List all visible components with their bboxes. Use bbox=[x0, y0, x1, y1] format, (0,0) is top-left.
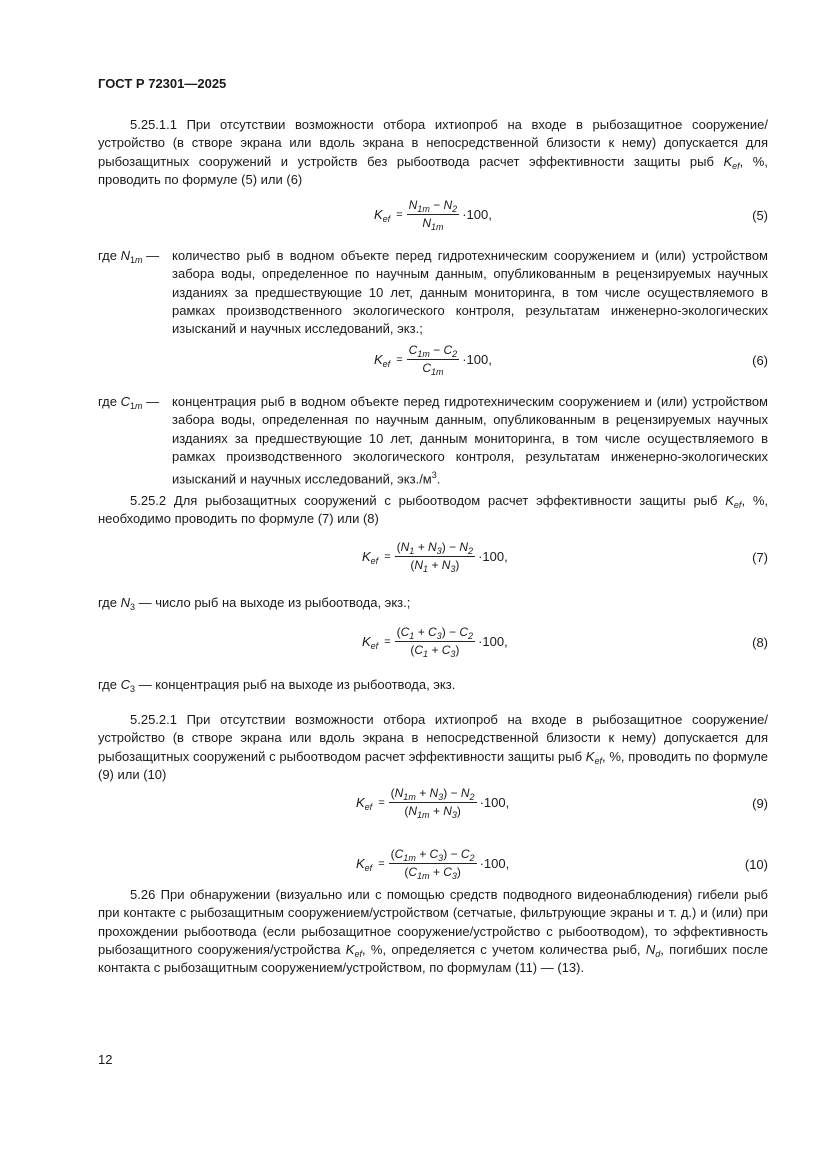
formula-10: $K_{ef}$ = $\frac{(C_{1m} + C_3) - C_2}{(C_{1m} + C_3)}$ ·100, (10) bbox=[356, 847, 768, 881]
formula-number: (9) bbox=[752, 796, 768, 811]
formula-6: $K_{ef}$ = $\frac{C_{1m} - C_2}{C_{1m}}$ ·100, (6) bbox=[374, 343, 768, 377]
paragraph-5-25-1-1: 5.25.1.1 При отсутствии возможности отбора ихтиопроб на входе в рыбозащитное сооружение/устройство (в створе экрана или вдоль экрана в непосредственной близости к нему) допускается для рыбозащитных сооружений и устройств без рыбоотвода расчет эффективности защиты рыб $K_{ef}$, %, проводить по формуле (5) или (6) bbox=[98, 117, 768, 187]
formula-7: $K_{ef}$ = $\frac{(N_1 + N_3) - N_2}{(N_1 + N_3)}$ ·100, (7) bbox=[362, 540, 768, 574]
paragraph-5-25-2-1: 5.25.2.1 При отсутствии возможности отбора ихтиопроб на входе в рыбозащитное сооружение/устройство (в створе экрана или вдоль экрана в непосредственной близости к нему) допускается для рыбозащитных сооружений с рыбоотводом расчет эффективности защиты рыб $K_{ef}$, %, проводить по формуле (9) или (10) bbox=[98, 712, 769, 782]
formula-5: $K_{ef}$ = $\frac{N_{1m} - N_2}{N_{1m}}$ ·100, (5) bbox=[374, 198, 768, 232]
formula-number: (6) bbox=[752, 353, 768, 368]
definition-c1m: где $C_{1m}$ — концентрация рыб в водном объекте перед гидротехническим сооружением и (или) устройством забора воды, определенная по научным данным, опубликованным в рецензируемых научных изданиях за предшествующие 10 лет, данным мониторинга, в том числе осуществляемого в рамках производственного экологического контроля, результатам инженерно-экологических изысканий и научных исследований, $экз./м^3$. bbox=[98, 394, 768, 487]
formula-number: (5) bbox=[752, 208, 768, 223]
document-header: ГОСТ Р 72301—2025 bbox=[98, 76, 227, 91]
formula-9: $K_{ef}$ = $\frac{(N_{1m} + N_3) - N_2}{(N_{1m} + N_3)}$ ·100, (9) bbox=[356, 786, 768, 820]
formula-number: (10) bbox=[744, 857, 768, 872]
formula-8: $K_{ef}$ = $\frac{(C_1 + C_3) - C_2}{(C_1 + C_3)}$ ·100, (8) bbox=[362, 625, 768, 659]
page-number: 12 bbox=[98, 1052, 113, 1067]
paragraph-5-26: 5.26 При обнаружении (визуально или с помощью средств подводного видеонаблюдения) гибели рыб при контакте с рыбозащитным сооружением/устройством (сетчатые, фильтрующие экраны и т. д.) и (или) при прохождении рыбоотвода (если рыбозащитное сооружение/устройство с рыбоотводом), то эффективность рыбозащитного сооружения/устройства $K_{ef}$, %, определяется с учетом количества рыб, $N_d$, погибших после контакта с рыбозащитным сооружением/устройством, по формулам (11) — (13). bbox=[98, 887, 768, 976]
definition-c3: где $C_3$ — концентрация рыб на выходе из рыбоотвода, экз. bbox=[98, 677, 456, 694]
formula-number: (8) bbox=[752, 635, 768, 650]
paragraph-5-25-2: 5.25.2 Для рыбозащитных сооружений с рыбоотводом расчет эффективности защиты рыб $K_{ef}$, %, необходимо проводить по формуле (7) или (8) bbox=[98, 493, 768, 527]
definition-n1m: где $N_{1m}$ — количество рыб в водном объекте перед гидротехническим сооружением и (или) устройством забора воды, определенное по научным данным, опубликованным в рецензируемых научных изданиях за предшествующие 10 лет, данным мониторинга, в том числе осуществляемого в рамках производственного экологического контроля, результатам инженерно-экологических изысканий и научных исследований, экз.; bbox=[98, 248, 768, 337]
formula-number: (7) bbox=[752, 550, 768, 565]
definition-n3: где $N_3$ — число рыб на выходе из рыбоотвода, экз.; bbox=[98, 595, 411, 612]
